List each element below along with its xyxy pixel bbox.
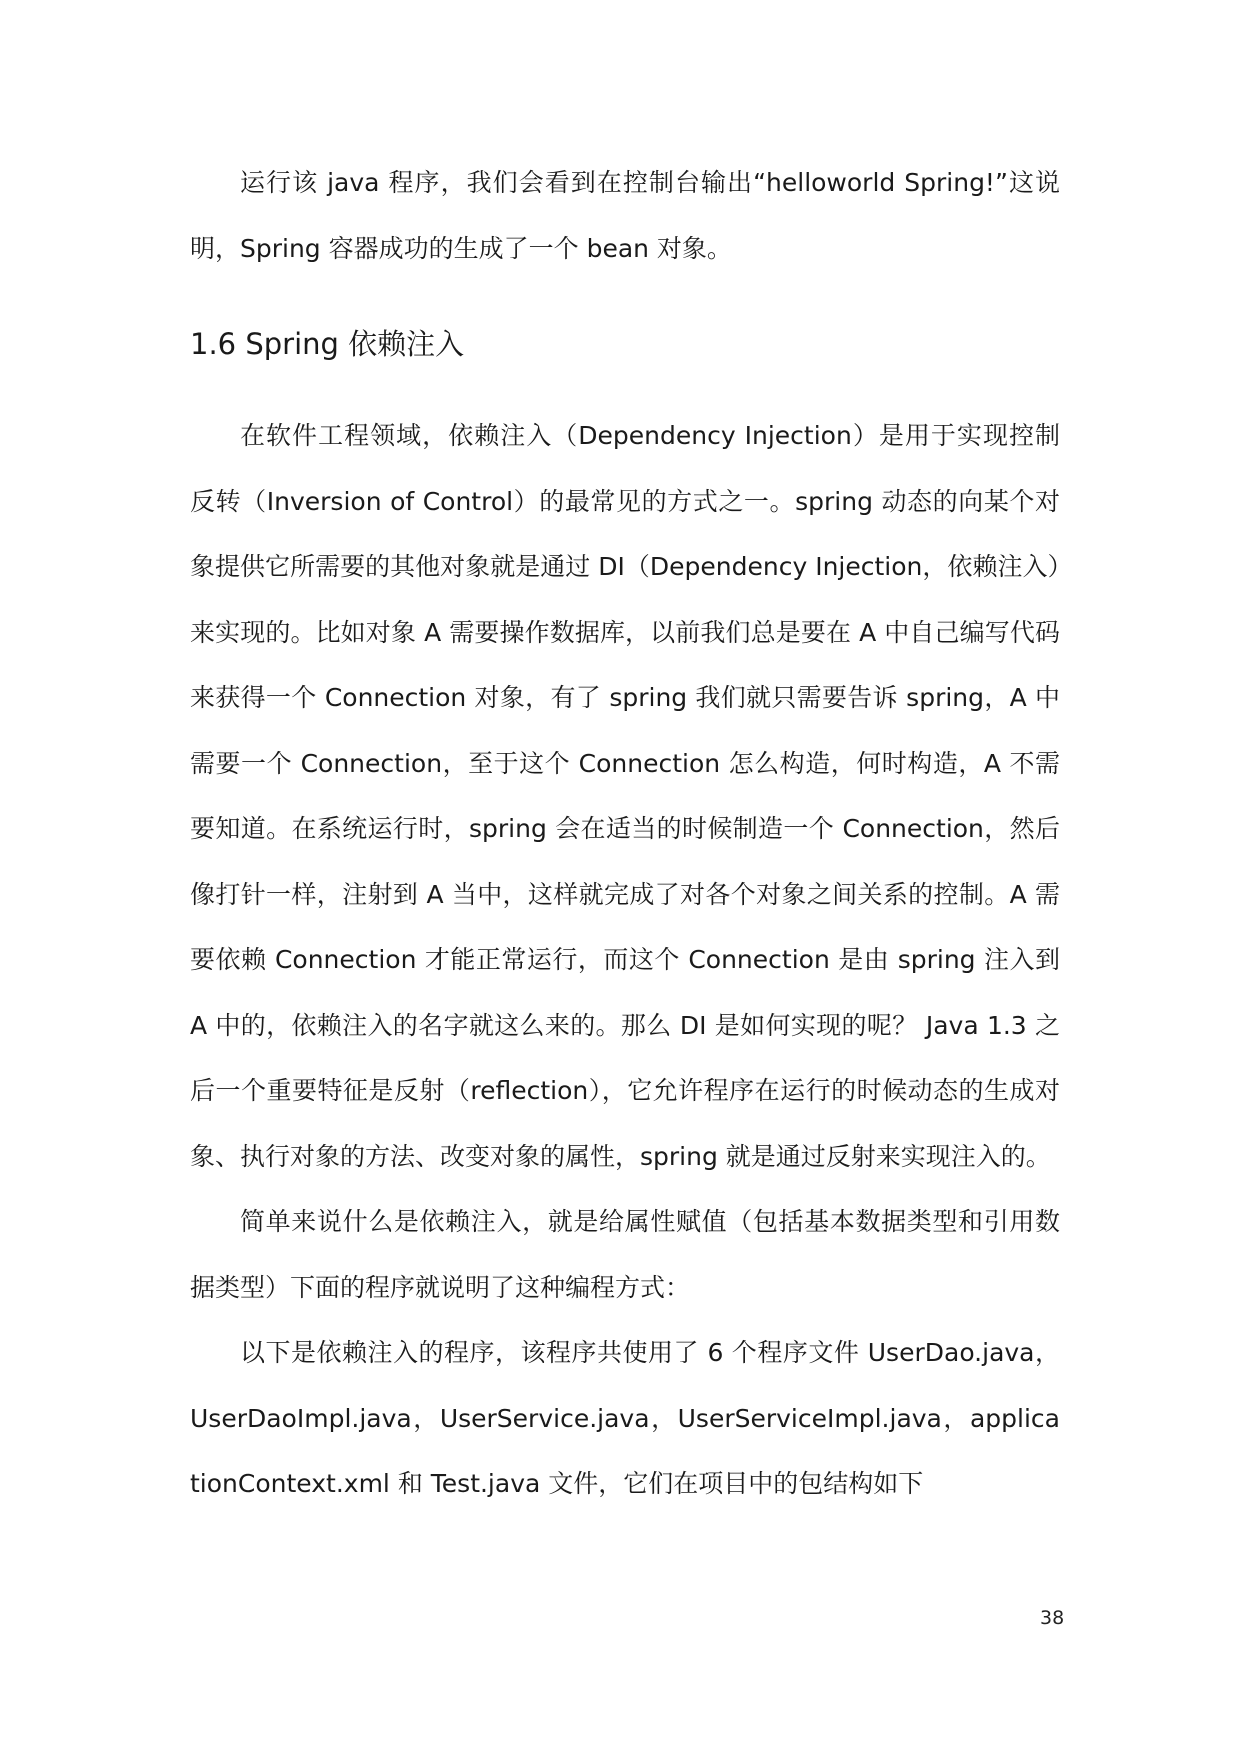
paragraph-di-definition: 在软件工程领域，依赖注入（Dependency Injection）是用于实现控制反转（Inversion of Control）的最常见的方式之一。spring 动态的向某个对象提供它所需要的其他对象就是通过 DI（Dependency Injection，依赖注入）来实现的。比如对象 A 需要操作数据库，以前我们总是要在 A 中自己编写代码来获得一个 Connection 对象，有了 spring 我们就只需要告诉 spring，A 中需要一个 Connection，至于这个 Connection 怎么构造，何时构造，A 不需要知道。在系统运行时，spring 会在适当的时候制造一个 Connection，然后像打针一样，注射到 A 当中，这样就完成了对各个对象之间关系的控制。A 需要依赖 Connection 才能正常运行，而这个 Connection 是由 spring 注入到 A 中的，依赖注入的名字就这么来的。那么 DI 是如何实现的呢？ Java 1.3 之后一个重要特征是反射（reflection），它允许程序在运行的时候动态的生成对象、执行对象的方法、改变对象的属性，spring 就是通过反射来实现注入的。 bbox=[190, 421, 1060, 1171]
paragraph-run-result: 运行该 java 程序，我们会看到在控制台输出“helloworld Spring!”这说明，Spring 容器成功的生成了一个 bean 对象。 bbox=[190, 168, 1060, 263]
page-number: 38 bbox=[1040, 1607, 1065, 1629]
paragraph-di-summary: 简单来说什么是依赖注入，就是给属性赋值（包括基本数据类型和引用数据类型）下面的程序就说明了这种编程方式： bbox=[190, 1207, 1060, 1302]
document-page bbox=[190, 150, 1060, 1517]
paragraph-di-program-files: 以下是依赖注入的程序，该程序共使用了 6 个程序文件 UserDao.java，UserDaoImpl.java，UserService.java，UserServiceImpl.java，applicationContext.xml 和 Test.java 文件，它们在项目中的包结构如下 bbox=[190, 1338, 1060, 1498]
section-heading: 1.6 Spring 依赖注入 bbox=[190, 327, 465, 361]
